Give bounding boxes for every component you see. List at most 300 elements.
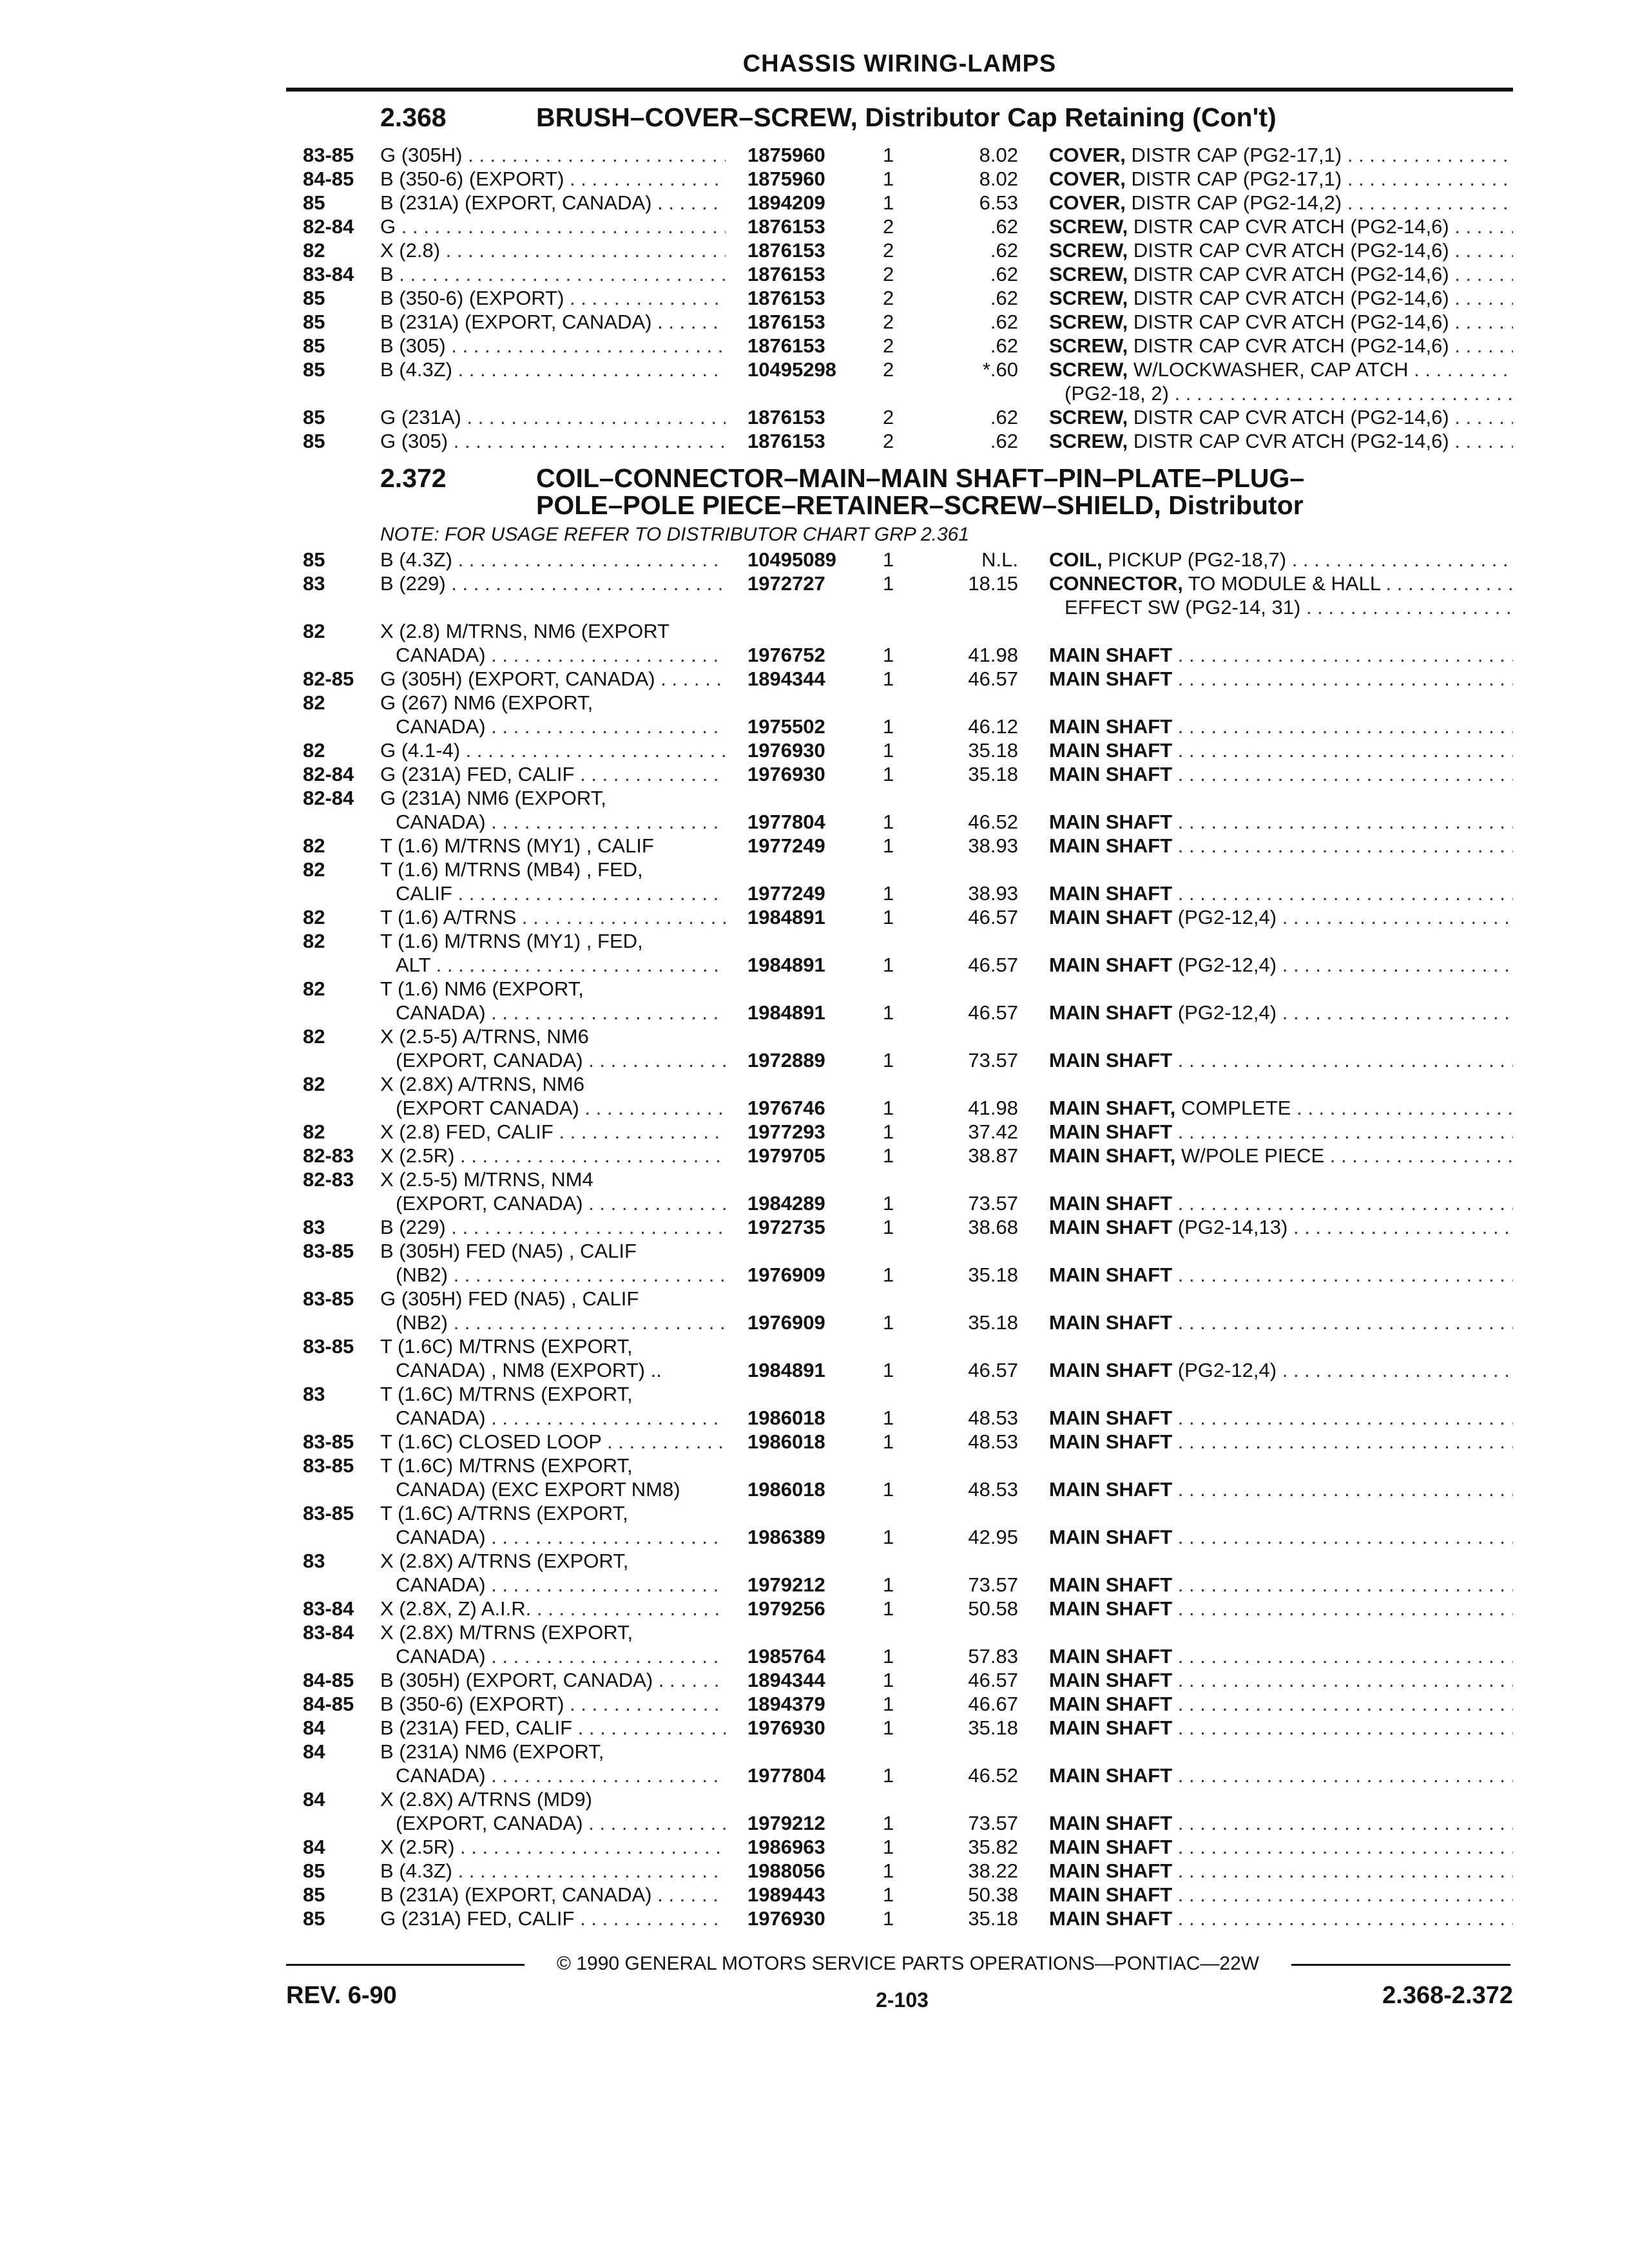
application: T (1.6C) M/TRNS (EXPORT,: [380, 1335, 633, 1358]
part-number: 1986018: [747, 1478, 825, 1501]
price: 38.93: [968, 882, 1018, 905]
part-name: MAIN SHAFT: [1049, 1597, 1173, 1620]
section-number: 2.368: [380, 102, 447, 132]
part-number: 1985764: [747, 1645, 825, 1667]
price: 48.53: [968, 1407, 1018, 1429]
quantity: 1: [883, 1716, 894, 1739]
application: CANADA) . . .: [380, 1406, 726, 1430]
table-row: [0, 334, 1629, 358]
table-row: [0, 1454, 1629, 1477]
description: [1049, 1525, 1513, 1549]
table-row: [0, 643, 1629, 667]
model-year: 82-84: [303, 787, 354, 809]
description: [1049, 1477, 1513, 1501]
table-row: [0, 1716, 1629, 1740]
description: EFFECT SW (PG2-14, 31) . . .: [1049, 595, 1513, 619]
part-number: 1989443: [747, 1883, 825, 1906]
model-year: 82: [303, 858, 325, 881]
part-number: 1977804: [747, 811, 825, 833]
price: 46.57: [968, 906, 1018, 928]
price: 35.18: [968, 763, 1018, 785]
table-row: [0, 1549, 1629, 1573]
application: B (305H) FED (NA5) , CALIF: [380, 1240, 637, 1262]
table-row: [0, 167, 1629, 191]
application: T (1.6) M/TRNS (MY1) , FED,: [380, 930, 643, 952]
description: MAIN SHAFT, W/POLE PIECE . . .: [1049, 1144, 1513, 1168]
model-year: 83-85: [303, 1335, 354, 1358]
model-year: 85: [303, 1907, 325, 1930]
quantity: 1: [883, 715, 894, 738]
description: COVER, DISTR CAP (PG2-17,1) . . .: [1049, 143, 1513, 167]
model-year: 84: [303, 1740, 325, 1763]
part-name: MAIN SHAFT: [1049, 882, 1173, 905]
model-year: 82: [303, 834, 325, 857]
price: .62: [990, 311, 1018, 333]
description: [1049, 762, 1513, 786]
price: .62: [990, 215, 1018, 238]
part-name: MAIN SHAFT: [1049, 1764, 1173, 1787]
application: X (2.8X, Z) A.I.R. . . .: [380, 1597, 726, 1620]
model-year: 82: [303, 930, 325, 952]
part-number: 10495298: [747, 358, 836, 381]
quantity: 1: [883, 1883, 894, 1906]
application: G (267) NM6 (EXPORT,: [380, 691, 593, 714]
part-name: MAIN SHAFT: [1049, 1001, 1173, 1024]
model-year: 82-84: [303, 763, 354, 785]
table-row: [0, 143, 1629, 167]
model-year: 83-84: [303, 1597, 354, 1620]
table-row: [0, 715, 1629, 738]
quantity: 1: [883, 1812, 894, 1834]
part-number: 1984891: [747, 1001, 825, 1024]
table-row: [0, 1287, 1629, 1311]
model-year: 82: [303, 691, 325, 714]
model-year: 83: [303, 1216, 325, 1238]
part-name: MAIN SHAFT: [1049, 811, 1173, 833]
model-year: 82: [303, 1120, 325, 1143]
footer-rule-right: [1291, 1964, 1510, 1966]
application: B (229) . . .: [380, 572, 726, 595]
part-number: 1894344: [747, 1669, 825, 1691]
model-year: 85: [303, 406, 325, 428]
part-name: MAIN SHAFT: [1049, 1264, 1173, 1286]
application: B (4.3Z) . . .: [380, 548, 726, 572]
quantity: 2: [883, 239, 894, 262]
application: B (350-6) (EXPORT) . . .: [380, 286, 726, 310]
model-year: 83: [303, 1550, 325, 1572]
description: [1049, 715, 1513, 738]
application: B (229) . . .: [380, 1215, 726, 1239]
description: SCREW, DISTR CAP CVR ATCH (PG2-14,6) . . .: [1049, 310, 1513, 334]
price: 73.57: [968, 1049, 1018, 1072]
model-year: 83: [303, 1383, 325, 1405]
part-number: 1977249: [747, 834, 825, 857]
part-name: MAIN SHAFT: [1049, 834, 1173, 857]
table-row: [0, 1430, 1629, 1454]
table-row: [0, 548, 1629, 572]
price: 35.18: [968, 739, 1018, 762]
table-row: [0, 1382, 1629, 1406]
table-row: [0, 1263, 1629, 1287]
description: [1049, 738, 1513, 762]
part-name: MAIN SHAFT,: [1049, 1144, 1176, 1167]
parts-table: [0, 143, 1629, 453]
description: [1049, 1692, 1513, 1716]
model-year: 85: [303, 548, 325, 571]
part-name: SCREW,: [1049, 239, 1128, 262]
part-name: MAIN SHAFT: [1049, 644, 1173, 666]
application: ALT . . .: [380, 953, 726, 977]
part-name: MAIN SHAFT: [1049, 715, 1173, 738]
model-year: 84: [303, 1716, 325, 1739]
quantity: 1: [883, 1359, 894, 1381]
price: 48.53: [968, 1430, 1018, 1453]
quantity: 1: [883, 1669, 894, 1691]
application: B (4.3Z) . . .: [380, 358, 726, 381]
table-row: [0, 1239, 1629, 1263]
application: (EXPORT, CANADA) . . .: [380, 1048, 726, 1072]
application: X (2.8X) A/TRNS (EXPORT,: [380, 1550, 629, 1572]
quantity: 1: [883, 548, 894, 571]
part-number: 1875960: [747, 168, 825, 190]
description: SCREW, DISTR CAP CVR ATCH (PG2-14,6) . . .: [1049, 238, 1513, 262]
table-row: [0, 834, 1629, 858]
application: G (231A) NM6 (EXPORT,: [380, 787, 606, 809]
part-number: 1894344: [747, 668, 825, 690]
description: SCREW, DISTR CAP CVR ATCH (PG2-14,6) . . .: [1049, 215, 1513, 238]
application: (EXPORT, CANADA) . . .: [380, 1811, 726, 1835]
application: G (305H) FED (NA5) , CALIF: [380, 1287, 639, 1310]
table-row: [0, 572, 1629, 595]
application: X (2.8X) A/TRNS, NM6: [380, 1073, 584, 1095]
model-year: 82-84: [303, 215, 354, 238]
table-row: [0, 1692, 1629, 1716]
part-number: 1977804: [747, 1764, 825, 1787]
table-row: [0, 310, 1629, 334]
application: G (231A) FED, CALIF . . .: [380, 762, 726, 786]
table-row: [0, 1406, 1629, 1430]
quantity: 1: [883, 668, 894, 690]
part-name: MAIN SHAFT: [1049, 954, 1173, 976]
application: G (231A) . . .: [380, 405, 726, 429]
price: 46.57: [968, 668, 1018, 690]
part-name: SCREW,: [1049, 287, 1128, 309]
price: 41.98: [968, 1097, 1018, 1119]
part-name: MAIN SHAFT: [1049, 1573, 1173, 1596]
description: MAIN SHAFT (PG2-14,13) . . .: [1049, 1215, 1513, 1239]
application: G (305H) (EXPORT, CANADA) . . . .: [380, 667, 726, 691]
quantity: 1: [883, 572, 894, 595]
price: *.60: [982, 358, 1018, 381]
price: .62: [990, 263, 1018, 285]
table-row: [0, 1740, 1629, 1763]
model-year: 85: [303, 287, 325, 309]
description: [1049, 1263, 1513, 1287]
model-year: 82: [303, 977, 325, 1000]
price: 37.42: [968, 1120, 1018, 1143]
quantity: 1: [883, 1860, 894, 1882]
price: 38.22: [968, 1860, 1018, 1882]
part-number: 1876153: [747, 334, 825, 357]
application: B (305) . . .: [380, 334, 726, 358]
description: [1049, 667, 1513, 691]
application: X (2.5R) . . .: [380, 1144, 726, 1168]
description: [1049, 1668, 1513, 1692]
table-row: [0, 1072, 1629, 1096]
quantity: 1: [883, 1526, 894, 1548]
application: T (1.6C) CLOSED LOOP . . .: [380, 1430, 726, 1454]
table-row: [0, 881, 1629, 905]
table-row: [0, 1620, 1629, 1644]
description: COVER, DISTR CAP (PG2-14,2) . . .: [1049, 191, 1513, 215]
part-number: 1972889: [747, 1049, 825, 1072]
description: [1049, 1811, 1513, 1835]
part-number: 1977293: [747, 1120, 825, 1143]
application: T (1.6C) M/TRNS (EXPORT,: [380, 1383, 633, 1405]
quantity: 1: [883, 1144, 894, 1167]
part-number: 1984289: [747, 1192, 825, 1215]
part-number: 1976930: [747, 763, 825, 785]
quantity: 2: [883, 287, 894, 309]
application: X (2.8X) A/TRNS (MD9): [380, 1788, 592, 1811]
part-number: 1986018: [747, 1407, 825, 1429]
price: 42.95: [968, 1526, 1018, 1548]
application: B (231A) (EXPORT, CANADA) . . . .: [380, 310, 726, 334]
part-number: 1979705: [747, 1144, 825, 1167]
table-row: [0, 1334, 1629, 1358]
quantity: 2: [883, 311, 894, 333]
section-title-text: COIL–CONNECTOR–MAIN–MAIN SHAFT–PIN–PLATE–PLUG–: [536, 463, 1305, 493]
table-row: [0, 1144, 1629, 1168]
quantity: 1: [883, 1097, 894, 1119]
part-name: MAIN SHAFT: [1049, 1478, 1173, 1501]
part-name: SCREW,: [1049, 215, 1128, 238]
description: [1049, 1430, 1513, 1454]
part-number: 1976746: [747, 1097, 825, 1119]
part-name: MAIN SHAFT: [1049, 1526, 1173, 1548]
quantity: 1: [883, 1001, 894, 1024]
table-row: [0, 1311, 1629, 1334]
part-number: 1975502: [747, 715, 825, 738]
price: 46.52: [968, 811, 1018, 833]
quantity: 1: [883, 1907, 894, 1930]
application: X (2.8) . . .: [380, 238, 726, 262]
part-name: MAIN SHAFT: [1049, 1049, 1173, 1072]
part-name: SCREW,: [1049, 334, 1128, 357]
description: [1049, 1644, 1513, 1668]
description: CONNECTOR, TO MODULE & HALL . . .: [1049, 572, 1513, 595]
model-year: 85: [303, 1883, 325, 1906]
quantity: 2: [883, 406, 894, 428]
part-name: MAIN SHAFT: [1049, 1645, 1173, 1667]
price: 46.57: [968, 954, 1018, 976]
description: [1049, 1883, 1513, 1907]
part-name: MAIN SHAFT,: [1049, 1097, 1176, 1119]
price: 73.57: [968, 1812, 1018, 1834]
quantity: 1: [883, 1311, 894, 1334]
description: SCREW, DISTR CAP CVR ATCH (PG2-14,6) . . .: [1049, 262, 1513, 286]
part-name: MAIN SHAFT: [1049, 1860, 1173, 1882]
part-number: 1875960: [747, 144, 825, 166]
price: 35.18: [968, 1311, 1018, 1334]
quantity: 1: [883, 1645, 894, 1667]
quantity: 1: [883, 168, 894, 190]
application: G (4.1-4) . . .: [380, 738, 726, 762]
part-number: 1876153: [747, 406, 825, 428]
part-number: 1876153: [747, 263, 825, 285]
quantity: 1: [883, 954, 894, 976]
description: [1049, 881, 1513, 905]
application: (EXPORT, CANADA) . . .: [380, 1191, 726, 1215]
table-row: [0, 262, 1629, 286]
application: G (305) . . .: [380, 429, 726, 453]
part-number: 1876153: [747, 430, 825, 452]
section-title-text: POLE–POLE PIECE–RETAINER–SCREW–SHIELD, Distributor: [536, 490, 1304, 520]
model-year: 83-85: [303, 1287, 354, 1310]
description: [1049, 1716, 1513, 1740]
table-row: [0, 286, 1629, 310]
table-row: [0, 1668, 1629, 1692]
description: MAIN SHAFT, COMPLETE . . .: [1049, 1096, 1513, 1120]
part-number: 1976930: [747, 739, 825, 762]
quantity: 1: [883, 1597, 894, 1620]
table-row: [0, 595, 1629, 619]
quantity: 1: [883, 1764, 894, 1787]
price: 6.53: [979, 191, 1018, 214]
part-number: 1876153: [747, 311, 825, 333]
table-row: [0, 1191, 1629, 1215]
price: 8.02: [979, 168, 1018, 190]
description: [1049, 1597, 1513, 1620]
model-year: 84-85: [303, 1669, 354, 1691]
table-row: [0, 429, 1629, 453]
quantity: 1: [883, 1478, 894, 1501]
application: CANADA) . . .: [380, 643, 726, 667]
table-row: [0, 1501, 1629, 1525]
description: SCREW, DISTR CAP CVR ATCH (PG2-14,6) . . .: [1049, 286, 1513, 310]
table-row: [0, 762, 1629, 786]
part-name: MAIN SHAFT: [1049, 1669, 1173, 1691]
part-name: COVER,: [1049, 168, 1126, 190]
model-year: 83-85: [303, 1502, 354, 1524]
table-row: [0, 1120, 1629, 1144]
part-name: MAIN SHAFT: [1049, 763, 1173, 785]
part-name: SCREW,: [1049, 263, 1128, 285]
price: 50.38: [968, 1883, 1018, 1906]
price: 48.53: [968, 1478, 1018, 1501]
application: X (2.5-5) M/TRNS, NM4: [380, 1168, 593, 1191]
description: [1049, 1573, 1513, 1597]
price: 8.02: [979, 144, 1018, 166]
model-year: 82: [303, 739, 325, 762]
part-number: 1984891: [747, 954, 825, 976]
quantity: 1: [883, 1264, 894, 1286]
table-row: [0, 786, 1629, 810]
description: MAIN SHAFT (PG2-12,4) . . .: [1049, 1358, 1513, 1382]
part-name: SCREW,: [1049, 430, 1128, 452]
model-year: 82: [303, 1073, 325, 1095]
price: 73.57: [968, 1192, 1018, 1215]
table-row: [0, 858, 1629, 881]
table-row: [0, 691, 1629, 715]
application: B (231A) NM6 (EXPORT,: [380, 1740, 604, 1763]
price: 46.57: [968, 1359, 1018, 1381]
table-row: [0, 953, 1629, 977]
part-name: MAIN SHAFT: [1049, 1812, 1173, 1834]
part-name: MAIN SHAFT: [1049, 1836, 1173, 1858]
model-year: 83-85: [303, 1430, 354, 1453]
description: [1049, 1048, 1513, 1072]
model-year: 83-84: [303, 263, 354, 285]
price: 18.15: [968, 572, 1018, 595]
quantity: 1: [883, 191, 894, 214]
part-name: MAIN SHAFT: [1049, 1430, 1173, 1453]
price: 38.68: [968, 1216, 1018, 1238]
price: 35.18: [968, 1264, 1018, 1286]
table-row: [0, 905, 1629, 929]
model-year: 82-83: [303, 1144, 354, 1167]
model-year: 85: [303, 358, 325, 381]
part-name: MAIN SHAFT: [1049, 1407, 1173, 1429]
application: CALIF . . .: [380, 881, 726, 905]
part-number: 1986018: [747, 1430, 825, 1453]
group-range: 2.368-2.372: [1382, 1982, 1513, 2009]
model-year: 84-85: [303, 168, 354, 190]
table-row: [0, 810, 1629, 834]
quantity: 1: [883, 1430, 894, 1453]
part-number: 1876153: [747, 287, 825, 309]
part-name: MAIN SHAFT: [1049, 1216, 1173, 1238]
application: (NB2) . . .: [380, 1311, 726, 1334]
table-row: [0, 738, 1629, 762]
part-name: MAIN SHAFT: [1049, 1693, 1173, 1715]
part-number: 1976930: [747, 1907, 825, 1930]
table-row: [0, 191, 1629, 215]
model-year: 85: [303, 311, 325, 333]
part-number: 1876153: [747, 239, 825, 262]
table-row: [0, 1859, 1629, 1883]
quantity: 1: [883, 1216, 894, 1238]
table-row: [0, 929, 1629, 953]
table-row: [0, 1907, 1629, 1930]
description: SCREW, DISTR CAP CVR ATCH (PG2-14,6) . . .: [1049, 405, 1513, 429]
quantity: 1: [883, 1192, 894, 1215]
part-number: 1976909: [747, 1311, 825, 1334]
part-number: 1972735: [747, 1216, 825, 1238]
application: B (231A) (EXPORT, CANADA) . . . .: [380, 191, 726, 215]
model-year: 82-85: [303, 668, 354, 690]
table-row: [0, 1024, 1629, 1048]
model-year: 82: [303, 239, 325, 262]
header-rule: [286, 88, 1513, 91]
description: SCREW, DISTR CAP CVR ATCH (PG2-14,6) . . .: [1049, 334, 1513, 358]
price: 46.57: [968, 1001, 1018, 1024]
description: [1049, 1311, 1513, 1334]
part-name: COVER,: [1049, 144, 1126, 166]
part-number: 1979256: [747, 1597, 825, 1620]
application: CANADA) . . .: [380, 1763, 726, 1787]
quantity: 1: [883, 1120, 894, 1143]
application: T (1.6) A/TRNS . . .: [380, 905, 726, 929]
price: .62: [990, 430, 1018, 452]
part-name: SCREW,: [1049, 311, 1128, 333]
model-year: 83-85: [303, 144, 354, 166]
quantity: 1: [883, 1049, 894, 1072]
table-row: [0, 1215, 1629, 1239]
price: 73.57: [968, 1573, 1018, 1596]
quantity: 2: [883, 334, 894, 357]
application: B (231A) (EXPORT, CANADA) . . . .: [380, 1883, 726, 1907]
